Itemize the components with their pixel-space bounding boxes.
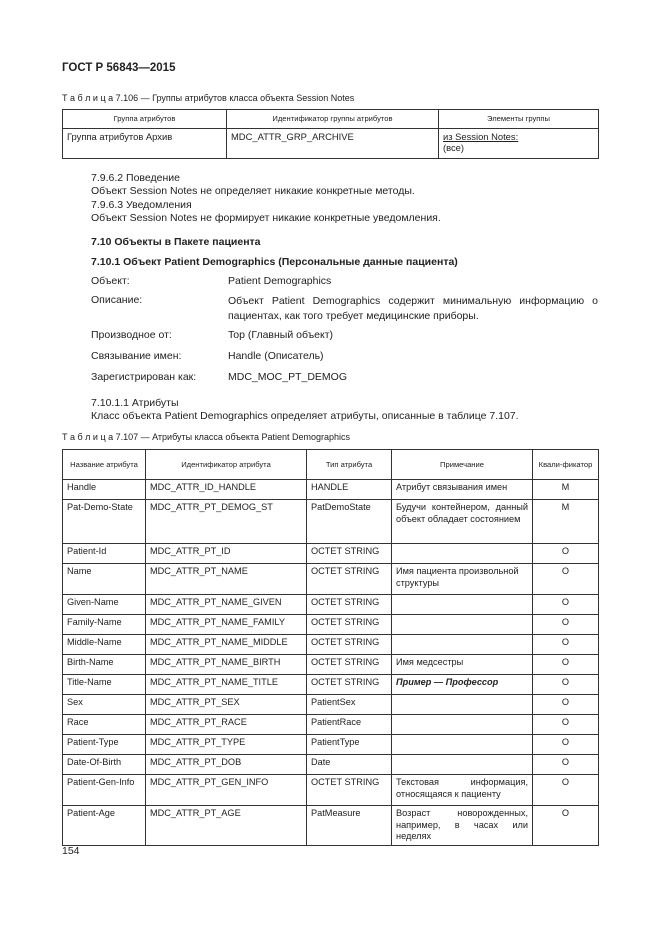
attr-type: PatientType <box>307 735 392 755</box>
attr-type: OCTET STRING <box>307 675 392 695</box>
table-row <box>63 675 599 695</box>
attr-id: MDC_ATTR_PT_AGE <box>146 806 307 846</box>
table-row <box>63 806 599 846</box>
attr-id: MDC_ATTR_PT_NAME_FAMILY <box>146 615 307 635</box>
attr-type: PatDemoState <box>307 500 392 544</box>
table-107-header-note: Примечание <box>392 450 533 480</box>
table-row <box>63 735 599 755</box>
attr-note <box>392 615 533 635</box>
attr-id: MDC_ATTR_PT_NAME_GIVEN <box>146 595 307 615</box>
attr-name: Patient-Age <box>63 806 146 846</box>
attr-type: OCTET STRING <box>307 655 392 675</box>
attr-name: Date-Of-Birth <box>63 755 146 775</box>
attr-qualifier: O <box>533 635 599 655</box>
attr-note: Возраст новорожденных, например, в часах или неделях <box>392 806 533 846</box>
table-106-cell-group: Группа атрибутов Архив <box>63 128 227 158</box>
table-row <box>63 564 599 595</box>
attr-id: MDC_ATTR_PT_NAME_BIRTH <box>146 655 307 675</box>
table-107-header-name: Название атрибута <box>63 450 146 480</box>
attr-note <box>392 715 533 735</box>
section-710-heading: 7.10 Объекты в Пакете пациента <box>91 236 261 248</box>
def-label-binding: Связывание имен: <box>91 350 182 362</box>
table-106-caption: Т а б л и ц а 7.106 — Группы атрибутов класса объекта Session Notes <box>62 93 355 103</box>
attr-name: Birth-Name <box>63 655 146 675</box>
attr-id: MDC_ATTR_PT_TYPE <box>146 735 307 755</box>
table-107 <box>62 449 599 846</box>
attr-qualifier: O <box>533 695 599 715</box>
def-label-derived: Производное от: <box>91 329 172 341</box>
attr-id: MDC_ATTR_PT_RACE <box>146 715 307 735</box>
attr-name: Patient-Type <box>63 735 146 755</box>
attr-type: OCTET STRING <box>307 595 392 615</box>
table-row <box>63 755 599 775</box>
attr-name: Race <box>63 715 146 735</box>
attr-note <box>392 755 533 775</box>
page-number: 154 <box>62 845 80 857</box>
attr-id: MDC_ATTR_PT_NAME_TITLE <box>146 675 307 695</box>
attr-qualifier: O <box>533 615 599 635</box>
section-7963-title: 7.9.6.3 Уведомления <box>91 199 192 211</box>
attr-type: OCTET STRING <box>307 564 392 595</box>
attr-id: MDC_ATTR_PT_DEMOG_ST <box>146 500 307 544</box>
section-7962-title: 7.9.6.2 Поведение <box>91 172 180 184</box>
attr-id: MDC_ATTR_PT_DOB <box>146 755 307 775</box>
def-label-description: Описание: <box>91 294 143 306</box>
def-value-derived: Top (Главный объект) <box>228 329 334 341</box>
table-row <box>63 500 599 544</box>
table-row <box>63 775 599 806</box>
attr-type: HANDLE <box>307 480 392 500</box>
section-7101-heading: 7.10.1 Объект Patient Demographics (Персональные данные пациента) <box>91 256 458 268</box>
attr-id: MDC_ATTR_PT_SEX <box>146 695 307 715</box>
table-106-cell-elements <box>439 128 599 158</box>
table-row <box>63 615 599 635</box>
attr-type: OCTET STRING <box>307 775 392 806</box>
attr-type: PatientSex <box>307 695 392 715</box>
attr-type: OCTET STRING <box>307 544 392 564</box>
table-106-elements-all: (все) <box>443 142 465 153</box>
table-107-header-type: Тип атрибута <box>307 450 392 480</box>
def-value-description: Объект Patient Demographics содержит минимальную информацию о пациентах, как того требует медицинские приборы. <box>228 295 598 322</box>
session-notes-link[interactable]: из Session Notes: <box>443 130 519 142</box>
attr-qualifier: O <box>533 544 599 564</box>
attr-qualifier: O <box>533 595 599 615</box>
attr-qualifier: O <box>533 715 599 735</box>
attr-qualifier: O <box>533 735 599 755</box>
attr-id: MDC_ATTR_PT_ID <box>146 544 307 564</box>
attr-note <box>392 735 533 755</box>
table-row <box>63 635 599 655</box>
attr-id: MDC_ATTR_PT_NAME_MIDDLE <box>146 635 307 655</box>
section-71011-title: 7.10.1.1 Атрибуты <box>91 397 179 409</box>
table-row <box>63 695 599 715</box>
attr-name: Sex <box>63 695 146 715</box>
table-row <box>63 655 599 675</box>
def-value-object: Patient Demographics <box>228 275 332 287</box>
attr-note: Пример — Профессор <box>392 675 533 695</box>
attr-qualifier: O <box>533 806 599 846</box>
table-row <box>63 544 599 564</box>
attr-id: MDC_ATTR_ID_HANDLE <box>146 480 307 500</box>
table-106-header-id: Идентификатор группы атрибутов <box>227 110 439 129</box>
table-106 <box>62 109 599 159</box>
attr-note: Имя пациента произвольной структуры <box>392 564 533 595</box>
attr-name: Title-Name <box>63 675 146 695</box>
document-header: ГОСТ Р 56843—2015 <box>62 62 176 74</box>
attr-qualifier: O <box>533 775 599 806</box>
attr-note: Атрибут связывания имен <box>392 480 533 500</box>
attr-note: Будучи контейнером, данный объект обладает состоянием <box>392 500 533 544</box>
def-value-registered: MDC_MOC_PT_DEMOG <box>228 371 348 383</box>
section-7962-text: Объект Session Notes не определяет никакие конкретные методы. <box>91 185 415 197</box>
attr-name: Name <box>63 564 146 595</box>
table-107-header-id: Идентификатор атрибута <box>146 450 307 480</box>
attr-qualifier: M <box>533 480 599 500</box>
attr-note <box>392 695 533 715</box>
attr-id: MDC_ATTR_PT_GEN_INFO <box>146 775 307 806</box>
attr-note: Текстовая информация, относящаяся к пациенту <box>392 775 533 806</box>
table-106-header-elements: Элементы группы <box>439 110 599 129</box>
table-row <box>63 480 599 500</box>
attr-qualifier: O <box>533 564 599 595</box>
attr-name: Pat-Demo-State <box>63 500 146 544</box>
table-row <box>63 715 599 735</box>
attr-name: Patient-Gen-Info <box>63 775 146 806</box>
section-7963-text: Объект Session Notes не формирует никакие конкретные уведомления. <box>91 212 441 224</box>
attr-note <box>392 544 533 564</box>
attr-type: OCTET STRING <box>307 635 392 655</box>
attr-qualifier: O <box>533 655 599 675</box>
attr-type: Date <box>307 755 392 775</box>
attr-qualifier: O <box>533 675 599 695</box>
table-107-caption: Т а б л и ц а 7.107 — Атрибуты класса объекта Patient Demographics <box>62 432 351 442</box>
def-label-object: Объект: <box>91 275 130 287</box>
def-value-binding: Handle (Описатель) <box>228 350 324 362</box>
attr-qualifier: O <box>533 755 599 775</box>
section-71011-text: Класс объекта Patient Demographics определяет атрибуты, описанные в таблице 7.107. <box>91 410 519 422</box>
attr-id: MDC_ATTR_PT_NAME <box>146 564 307 595</box>
table-106-header-group: Группа атрибутов <box>63 110 227 129</box>
attr-name: Middle-Name <box>63 635 146 655</box>
attr-note: Имя медсестры <box>392 655 533 675</box>
table-106-cell-id: MDC_ATTR_GRP_ARCHIVE <box>227 128 439 158</box>
table-107-header-qualifier: Квали-фикатор <box>533 450 599 480</box>
attr-type: PatientRace <box>307 715 392 735</box>
table-row <box>63 595 599 615</box>
attr-name: Patient-Id <box>63 544 146 564</box>
attr-note <box>392 635 533 655</box>
def-label-registered: Зарегистрирован как: <box>91 371 197 383</box>
attr-name: Handle <box>63 480 146 500</box>
attr-type: PatMeasure <box>307 806 392 846</box>
attr-qualifier: M <box>533 500 599 544</box>
attr-name: Family-Name <box>63 615 146 635</box>
attr-note <box>392 595 533 615</box>
attr-name: Given-Name <box>63 595 146 615</box>
attr-type: OCTET STRING <box>307 615 392 635</box>
